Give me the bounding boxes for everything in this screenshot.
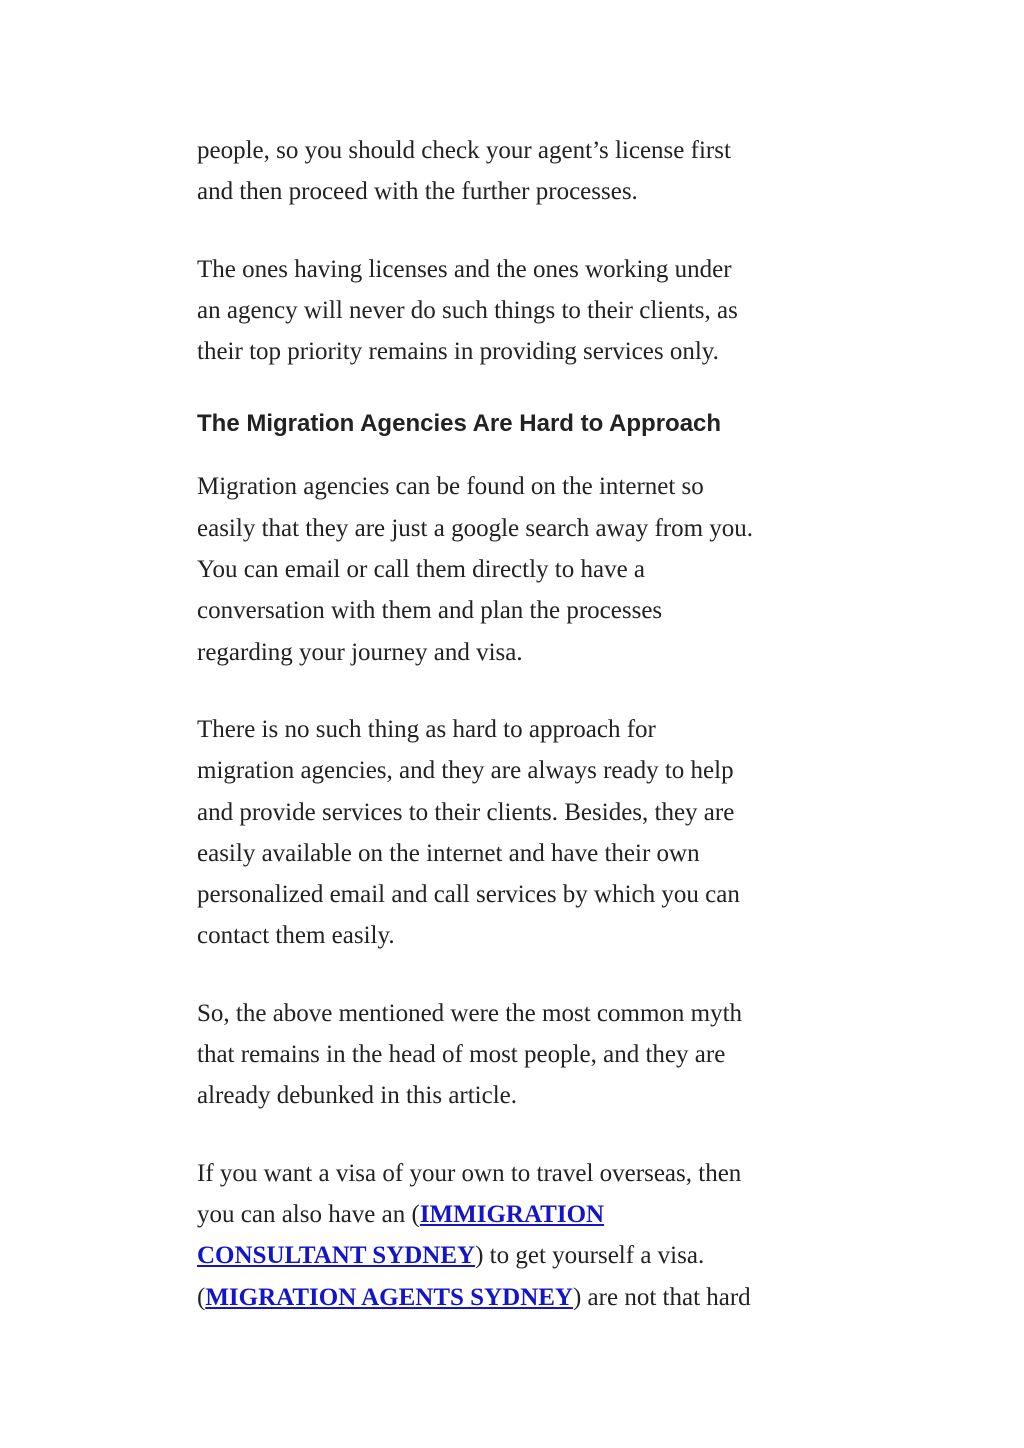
text-line: an agency will never do such things to their clients, as [197, 296, 738, 324]
text-line: So, the above mentioned were the most common myth [197, 999, 743, 1027]
text-line: The ones having licenses and the ones working under [197, 255, 732, 283]
text-line: contact them easily. [197, 922, 395, 950]
immigration-consultant-link-part2[interactable]: CONSULTANT SYDNEY [197, 1242, 476, 1270]
immigration-consultant-link-part1[interactable]: IMMIGRATION [419, 1200, 605, 1228]
text-line: personalized email and call services by which you can [197, 881, 740, 909]
text-line: regarding your journey and visa. [197, 638, 523, 666]
paragraph-license-check [197, 130, 837, 213]
text-line [197, 1235, 837, 1276]
text-line: already debunked in this article. [197, 1082, 518, 1110]
text-line: There is no such thing as hard to approach for [197, 715, 656, 743]
text-line: migration agencies, and they are always ready to help [197, 757, 734, 785]
text-fragment: ) to get yourself a visa. [475, 1242, 705, 1270]
text-line: their top priority remains in providing services only. [197, 338, 719, 366]
text-fragment: ) are not that hard [572, 1283, 751, 1311]
text-line [197, 1277, 837, 1318]
text-line: easily that they are just a google search away from you. [197, 514, 754, 542]
text-line: people, so you should check your agent’s license first [197, 137, 731, 164]
document-page [197, 130, 837, 1354]
section-heading: The Migration Agencies Are Hard to Approach [197, 410, 722, 438]
paragraph-conclusion [197, 993, 837, 1117]
paragraph-not-hard-to-approach [197, 709, 837, 957]
paragraph-found-online [197, 466, 837, 672]
text-line: Migration agencies can be found on the internet so [197, 473, 704, 501]
text-fragment: ( [197, 1283, 206, 1311]
text-fragment: you can also have an ( [197, 1200, 420, 1228]
text-line: easily available on the internet and have their own [197, 839, 700, 867]
text-line: and provide services to their clients. Besides, they are [197, 798, 735, 826]
paragraph-licensed-agents [197, 249, 837, 373]
text-line: and then proceed with the further processes. [197, 178, 638, 206]
text-line: If you want a visa of your own to travel overseas, then [197, 1159, 742, 1187]
paragraph-call-to-action [197, 1153, 837, 1318]
migration-agents-link[interactable]: MIGRATION AGENTS SYDNEY [205, 1283, 573, 1311]
text-line: that remains in the head of most people, and they are [197, 1041, 726, 1069]
text-line [197, 1194, 837, 1235]
text-line: conversation with them and plan the processes [197, 597, 663, 625]
text-line: You can email or call them directly to have a [197, 556, 646, 584]
